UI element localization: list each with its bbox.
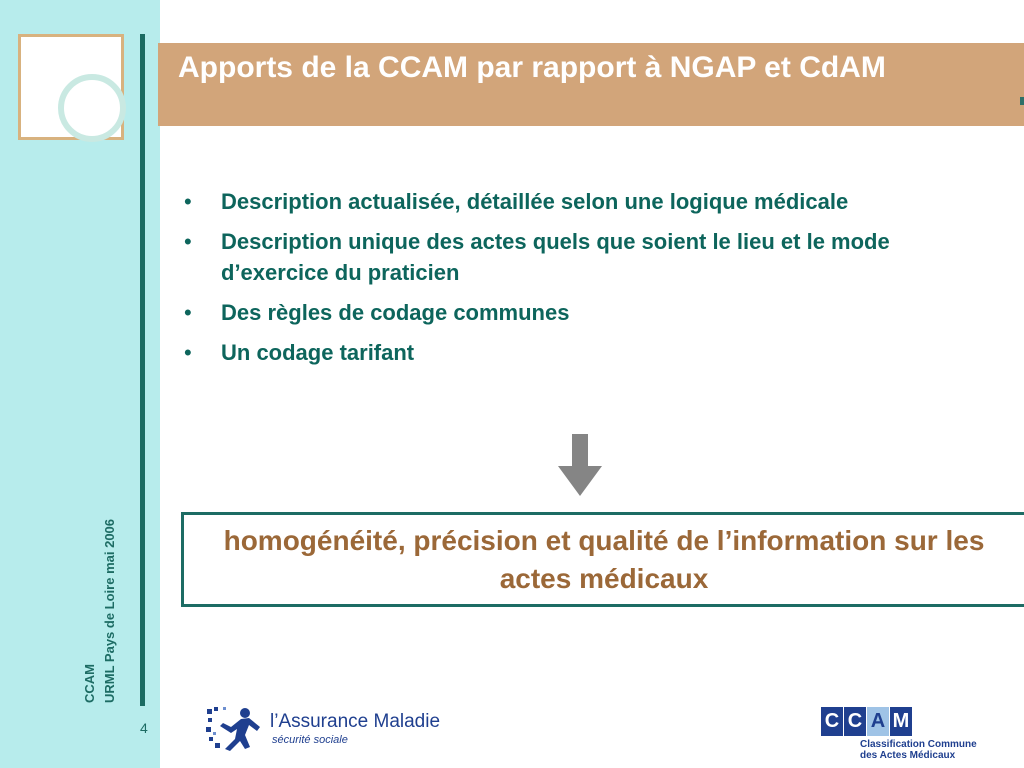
- bullet-marker: •: [184, 300, 192, 325]
- bullet-text: Un codage tarifant: [221, 340, 415, 365]
- assurance-maladie-subtitle: sécurité sociale: [272, 734, 348, 746]
- bullet-marker: •: [184, 340, 192, 365]
- decorative-circle: [58, 74, 126, 142]
- slide-title: Apports de la CCAM par rapport à NGAP et CdAM: [178, 51, 886, 84]
- down-arrow-icon: [556, 434, 604, 498]
- bullet-item: [184, 297, 984, 328]
- sidebar-line-ccam: CCAM: [82, 664, 97, 703]
- ccam-letter: M: [890, 707, 912, 736]
- bullet-text: Description unique des actes quels que soient le lieu et le mode d’exercice du praticien: [221, 229, 890, 285]
- assurance-maladie-logo-icon: [205, 705, 263, 751]
- conclusion-box: [181, 512, 1024, 607]
- ccam-letter: C: [844, 707, 866, 736]
- ccam-logo-letters: [821, 707, 913, 736]
- bullet-item: [184, 226, 984, 288]
- conclusion-text: homogénéité, précision et qualité de l’information sur les actes médicaux: [223, 524, 985, 594]
- bullet-marker: •: [184, 229, 192, 254]
- assurance-maladie-logo: [205, 705, 441, 753]
- sidebar-footer-text: [82, 455, 132, 705]
- page-number: 4: [140, 720, 148, 736]
- ccam-letter: C: [821, 707, 843, 736]
- ccam-logo: [820, 707, 1000, 763]
- ccam-letter: A: [867, 707, 889, 736]
- bullet-text: Des règles de codage communes: [221, 300, 570, 325]
- bullet-list: [184, 186, 984, 377]
- ccam-caption-line1: Classification Commune: [860, 739, 977, 750]
- sidebar-line-urml: URML Pays de Loire mai 2006: [102, 518, 117, 703]
- vertical-divider-line: [140, 34, 145, 706]
- bullet-marker: •: [184, 189, 192, 214]
- assurance-maladie-title: l’Assurance Maladie: [270, 711, 441, 732]
- ccam-caption-line2: des Actes Médicaux: [860, 750, 956, 761]
- bullet-item: [184, 337, 984, 368]
- ccam-caption: [860, 739, 1010, 761]
- bullet-text: Description actualisée, détaillée selon une logique médicale: [221, 189, 849, 214]
- bullet-item: [184, 186, 984, 217]
